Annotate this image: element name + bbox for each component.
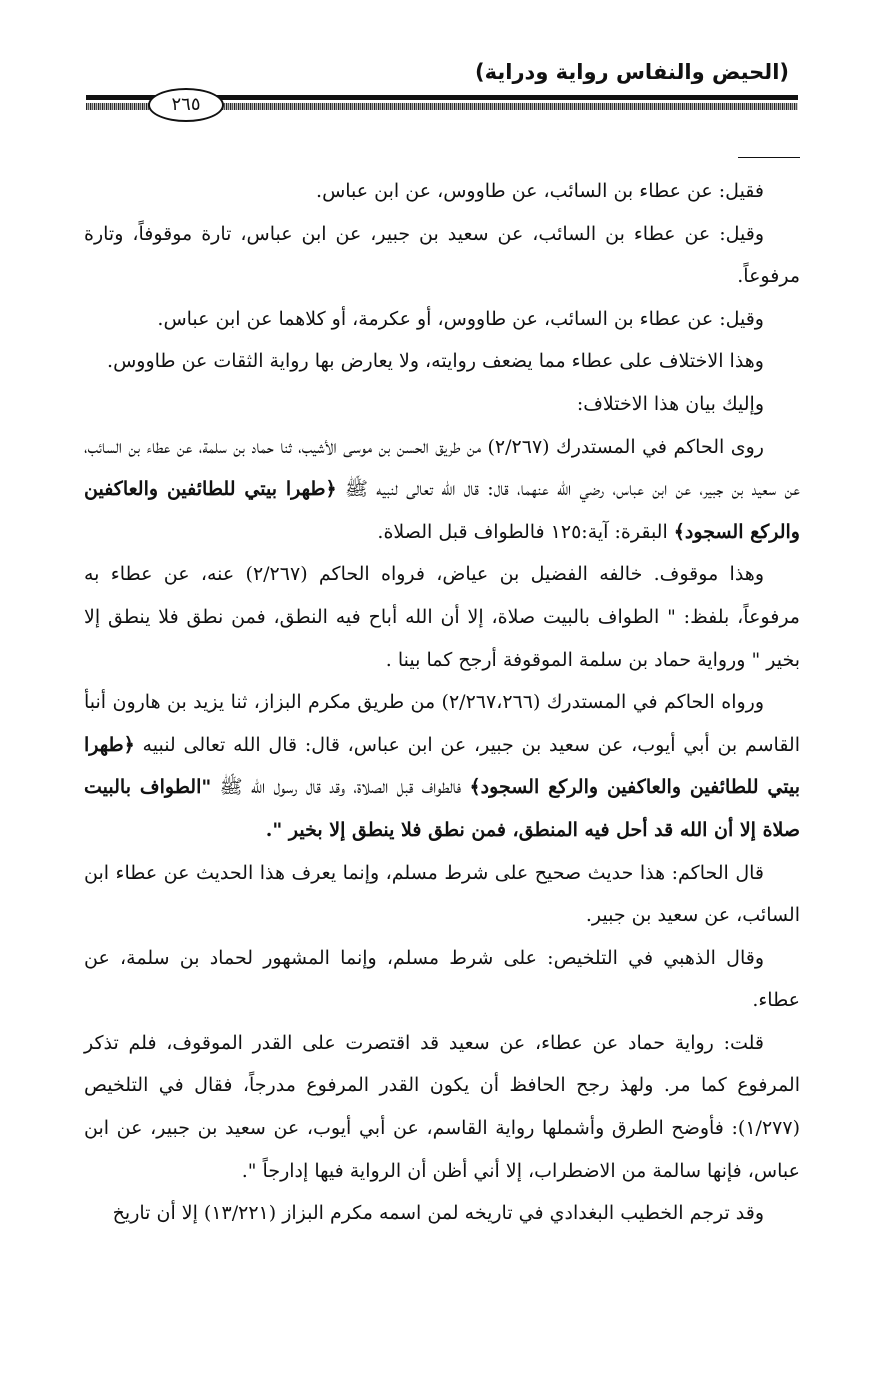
footnote-separator xyxy=(738,157,800,158)
hadith-quote: "الطواف بالبيت صلاة إلا أن الله قد أحل فيه المنطق، فمن نطق فلا ينطق إلا بخير ". xyxy=(84,776,800,841)
paragraph-1: فقيل: عن عطاء بن السائب، عن طاووس، عن ابن عباس. xyxy=(316,180,764,202)
quran-quote: ﴿طهرا بيتي للطائفين والعاكفين والركع السجود﴾ xyxy=(84,733,800,799)
paragraph-9: قال الحاكم: هذا حديث صحيح على شرط مسلم، وإنما يعرف هذا الحديث عن عطاء ابن السائب، عن سعيد بن جبير. xyxy=(84,861,800,927)
paragraph-7: وهذا موقوف. خالفه الفضيل بن عياض، فرواه الحاكم (٢/٢٦٧) عنه، عن عطاء به مرفوعاً، بلفظ: " الطواف بالبيت صلاة، إلا أن الله أباح فيه النطق، فمن نطق فلا ينطق إلا بخير " ورواية حماد بن سلمة الموقوفة أرجح كما بينا . xyxy=(84,563,800,671)
paragraph-8 xyxy=(84,681,800,851)
paragraph-4: وهذا الاختلاف على عطاء مما يضعف روايته، ولا يعارض بها رواية الثقات عن طاووس. xyxy=(107,350,764,373)
page-number: ٢٦٥ xyxy=(148,88,224,122)
paragraph-2: وقيل: عن عطاء بن السائب، عن سعيد بن جبير، عن ابن عباس، تارة موقوفاً، وتارة مرفوعاً. xyxy=(84,222,800,288)
paragraph-3: وقيل: عن عطاء بن السائب، عن طاووس، أو عكرمة، أو كلاهما عن ابن عباس. xyxy=(157,307,764,330)
paragraph-12: وقد ترجم الخطيب البغدادي في تاريخه لمن اسمه مكرم البزاز (١٣/٢٢١) إلا أن تاريخ xyxy=(112,1202,764,1225)
paragraph-5: وإليك بيان هذا الاختلاف: xyxy=(576,392,764,415)
paragraph-6-text-b: البقرة: آية:١٢٥ فالطواف قبل الصلاة. xyxy=(377,520,668,543)
paragraph-8-text-b: فالطواف قبل الصلاة، وقد قال رسول الله ﷺ xyxy=(219,776,462,799)
paragraph-6 xyxy=(84,426,800,554)
paragraph-10: وقال الذهبي في التلخيص: على شرط مسلم، وإنما المشهور لحماد بن سلمة، عن عطاء. xyxy=(84,946,800,1012)
paragraph-6-text-a: روى الحاكم في المستدرك (٢/٢٦٧) من طريق الحسن بن موسى الأشيب، ثنا حماد بن سلمة، عن عطاء بن السائب، عن سعيد بن جبير، عن ابن عباس، رضي الله عنهما، قال: قال الله تعالى لنبيه ﷺ xyxy=(84,435,800,501)
quran-quote: ﴿طهرا بيتي للطائفين والعاكفين والركع السجود﴾ xyxy=(84,478,800,543)
paragraph-11: قلت: رواية حماد عن عطاء، عن سعيد قد اقتصرت على القدر الموقوف، فلم تذكر المرفوع كما مر. ولهذ رجح الحافظ أن يكون القدر المرفوع مدرجاً، فقال في التلخيص (١/٢٧٧): فأوضح الطرق وأشملها رواية القاسم، عن أبي أيوب، عن سعيد بن جبير، عن ابن عباس، فإنها سالمة من الاضطراب، إلا أني أظن أن الرواية فيها إدارجاً ". xyxy=(84,1031,800,1182)
paragraph-8-text-a: ورواه الحاكم في المستدرك (٢/٢٦٧،٢٦٦) من طريق مكرم البزاز، ثنا يزيد بن هارون أنبأ القاسم بن أبي أيوب، عن سعيد بن جبير، عن ابن عباس، قال: قال الله تعالى لنبيه xyxy=(84,691,800,756)
page-body xyxy=(84,170,800,1235)
running-header-title: (الحيض والنفاس رواية ودراية) xyxy=(475,60,789,84)
